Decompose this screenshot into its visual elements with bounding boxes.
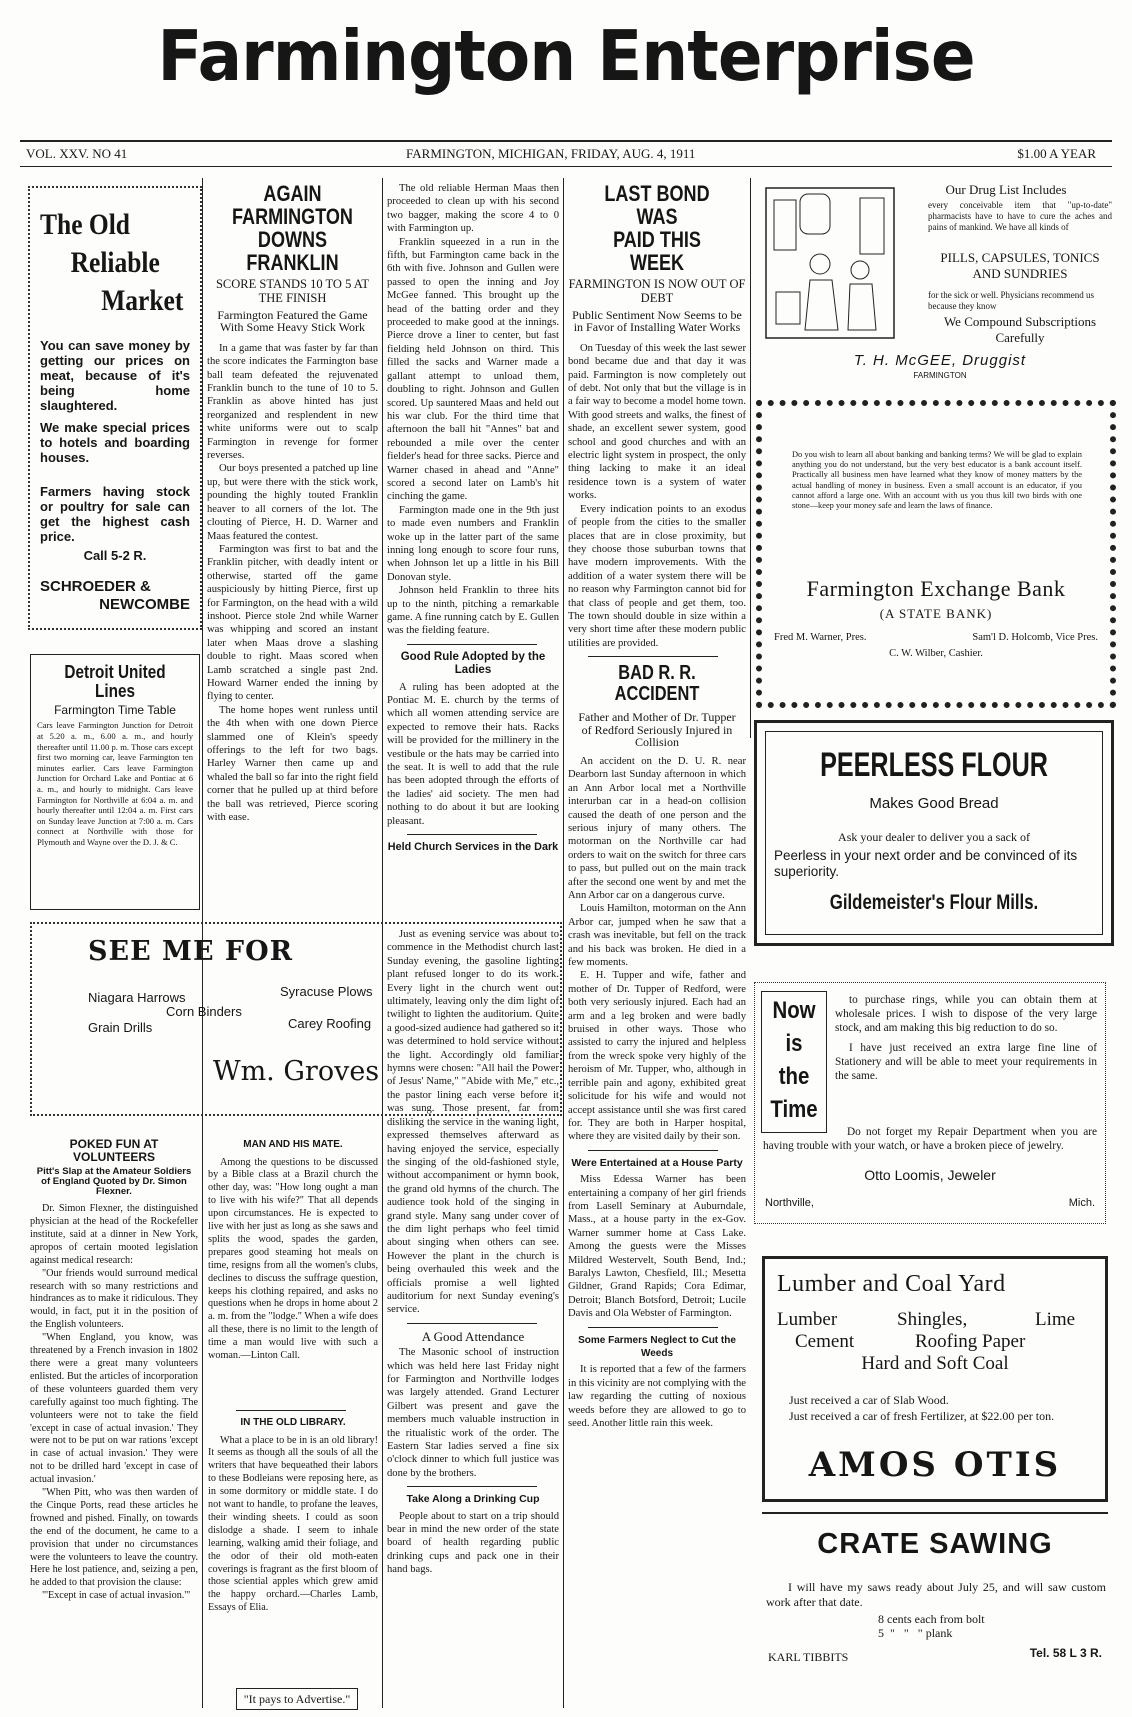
- is-word: is: [785, 1030, 803, 1057]
- groves-item-3: Corn Binders: [166, 1004, 242, 1019]
- article-old-library: [208, 1418, 378, 1680]
- dark-p1: Just as evening service was about to commence in the Methodist church last Sunday evening, the gasoline lighting plant refused longer to do its work. Every light in the church went out ultimately, leaving only the dim light of twilight to lighten the auditorium. Quite a good-sized audience had gathered so it was determined to hold service without the light. Accordingly old familiar hymns were chosen: "All hail the Power of Jesus' Name," "Abide with Me," etc., the pastor lining each verse before it was sung. Those present, far from disliking the service in the waning light, expressed themselves afterward as having enjoyed the service, especially the singing of the old-fashioned style, without accompaniment or hymn book, the grand old hymns of the church. The audience took hold of the singing in grand style. Many sang under cover of the dim light perhaps who feel timid about singing when others can see. However the plant in the church is being overhauled this week and the officials promise a well lighted auditorium for next Sunday evening's service.: [387, 929, 559, 1316]
- poked-p3: "When England, you know, was threatened by a French invasion in 1802 there were a great many volunteers enlisted. But the articles of incorporation of these volunteers guarded them very carefully against too much fighting. The volunteers were not to take the field 'except in case of actual invasion.' They were not to be put on war rations 'except in case of actual invasion.' They were not to be drilled hard 'except in case of actual invasion.': [30, 1332, 198, 1486]
- franklin-headline-2: DOWNS FRANKLIN: [246, 227, 339, 276]
- drug-compound: We Compound Subscriptions Carefully: [943, 314, 1097, 345]
- market-firm-2: NEWCOMBE: [99, 596, 190, 613]
- druggist-illustration-icon: [760, 180, 900, 350]
- article-bond: [568, 182, 746, 1710]
- drug-title: Our Drug List Includes: [945, 182, 1067, 197]
- lumber-item-4: Cement: [795, 1331, 855, 1352]
- cup-p1: People about to start on a trip should bear in mind the new order of the state board of health regarding public drinking cups and pack one in their hand bags.: [387, 1510, 559, 1576]
- divider: [236, 1410, 346, 1411]
- bond-p2: Every indication points to an exodus of people from the cities to the smaller places that are in close proximity, but they choose those suburban towns that have modern improvements. With the addition of a water system there will be no reason why Farmington cannot bid for that class of people and get them, too. The town should double in size within a very short time after these modern public utilities are provided.: [568, 503, 746, 649]
- bond-subhead-1: FARMINGTON IS NOW OUT OF DEBT: [568, 277, 746, 305]
- attendance-headline: A Good Attendance: [421, 1328, 525, 1344]
- crate-text: I will have my saws ready about July 25, and will saw custom work after that date.: [766, 1580, 1106, 1609]
- advertise-slogan-box: [236, 1688, 358, 1710]
- party-headline: Were Entertained at a House Party: [571, 1156, 743, 1169]
- maas-p3: Farmington made one in the 9th just to made even numbers and Franklin woke up in the latter part of the same inning long enough to score four runs, when Johnson let up a little in his Bill Donovan style.: [387, 504, 559, 583]
- market-ad: [28, 186, 202, 630]
- dul-title: Detroit United Lines: [64, 662, 166, 701]
- flour-title: PEERLESS FLOUR: [820, 746, 1048, 784]
- good-rule-p1: A ruling has been adopted at the Pontiac M. E. church by the terms of which all women attending service are expected to remove their hats. Racks will be provided for the millinery in the vestibule or the hats may be carried into the seat. It is well to add that the rule has been adopted through the efforts of the ladies' aid society. The men had nothing to do about it but are looking pleasant.: [387, 681, 559, 827]
- advertise-slogan: "It pays to Advertise.": [243, 1692, 351, 1706]
- dateline-rule: [20, 166, 1112, 167]
- poked-p4: "When Pitt, who was then warden of the Cinque Ports, read these articles he frowned and pished. Finally, on towards the end of the document, he came to a provision that under no circumstances were the volunteers to leave the country. Here he lost patience, and, seizing a pen, he added to that provision the clause:: [30, 1487, 198, 1589]
- crate-title: CRATE SAWING: [817, 1528, 1053, 1560]
- place-date: FARMINGTON, MICHIGAN, FRIDAY, AUG. 4, 1911: [406, 146, 696, 161]
- masthead-rule: [20, 140, 1112, 142]
- dark-headline: Held Church Services in the Dark: [387, 841, 559, 854]
- groves-item-2: Syracuse Plows: [280, 984, 373, 999]
- bond-headline-1: LAST BOND WAS: [604, 182, 710, 230]
- attendance-p1: The Masonic school of instruction which was held here last Friday night for Farmington and Northville lodges was largely attended. Grand Lecturer Gilbert was present and gave the members much valuable instruction in the ritualistic work of the order. The Eastern Star ladies served a fine six o'clock dinner to which full justice was done by the brothers.: [387, 1347, 559, 1479]
- franklin-p4: The home hopes went runless until the 4th when with one down Pierce slammed one of Klein's speedy offerings to the left for two bags. Harley Warner then came up and whaled the ball so far into the right field corner that he pulled up at third before the ball was retrieved, Pierce scoring with ease.: [207, 704, 378, 824]
- poked-p1: Dr. Simon Flexner, the distinguished physician at the head of the Rockefeller institute, said at a dinner in New York, apropos of certain mooted legislation against medical research:: [30, 1203, 198, 1266]
- market-phone: Call 5-2 R.: [83, 548, 147, 563]
- drug-text-1: every conceivable item that "up-to-date" pharmacists have to have to cure the aches and pains of mankind. We have all kinds of: [928, 200, 1112, 232]
- poked-subhead: Pitt's Slap at the Amateur Soldiers of England Quoted by Dr. Simon Flexner.: [36, 1166, 192, 1198]
- jeweler-name: Otto Loomis, Jeweler: [864, 1167, 996, 1183]
- lumber-item-3: Lime: [1035, 1309, 1076, 1330]
- party-p1: Miss Edessa Warner has been entertaining a company of her girl friends from Lasell Seminary at Auburndale, Mass., at a house party in the ex-Gov. Warner summer home at Cass Lake. Among the guests were the Misses Mildred Westervelt, South Bend, Ind.; Baralys Lawton, Chesfield, Ill.; Mesetta Gildner, Grand Rapids; Cora Edimar, Detroit; Blanch Botsford, Detroit; Lucile Davis and Ola Webster of Farmington.: [568, 1174, 746, 1320]
- groves-item-4: Grain Drills: [88, 1020, 153, 1035]
- jeweler-state: Mich.: [1068, 1197, 1095, 1209]
- maas-p1: The old reliable Herman Maas then proceeded to clean up with his second two bagger, making the score 4 to 0 with Farmington up.: [387, 183, 559, 235]
- good-rule-headline: Good Rule Adopted by the Ladies: [400, 650, 546, 677]
- market-title-1: The Old: [40, 208, 130, 241]
- accident-p3: E. H. Tupper and wife, father and mother of Dr. Tupper of Redford, were both very seriously injured. Each had an arm and a leg broken and were badly bruised in other ways. Those who assisted to carry the injured and helpless from the wreck spoke very highly of the heroism of Mr. Tupper, who, although in terrible pain and agony, exhibited great solicitude for his wife and would not accept assistance until she was first cared for. They are both in Harper hospital, where they are visited daily by their son.: [568, 970, 746, 1143]
- drug-text-2: for the sick or well. Physicians recommend us because they know: [928, 290, 1094, 311]
- bank-officer-2: Sam'l D. Holcomb, Vice Pres.: [972, 632, 1098, 643]
- jeweler-town: Northville,: [765, 1197, 814, 1209]
- market-text-1: You can save money by getting our prices on meat, because of it's being home slaughtered.: [40, 338, 190, 413]
- column-rule: [563, 178, 564, 1708]
- accident-p1: An accident on the D. U. R. near Dearborn last Sunday afternoon in which an Ann Arbor local met a Northville interurban car in a head-on collision caused the death of one person and the serious injury of many others. The motorman on the Northville car had orders to wait on the switch for three cars to pass, but pulled out on the main track after the second one went by and met the Ann Arbor car on a dangerous curve.: [568, 755, 746, 901]
- article-man-and-mate: [208, 1140, 378, 1410]
- lumber-text-1: Just received a car of Slab Wood.: [789, 1393, 949, 1407]
- bank-officer-1: Fred M. Warner, Pres.: [774, 632, 867, 643]
- weeds-p1: It is reported that a few of the farmers in this vicinity are not complying with the law regarding the cutting of noxious weeds before they are allowed to go to seed. Another little rain this week.: [568, 1364, 746, 1430]
- bank-ad: [756, 400, 1116, 708]
- poked-headline: POKED FUN AT VOLUNTEERS: [69, 1138, 159, 1164]
- market-text-3: Farmers having stock or poultry for sale can get the highest cash price.: [40, 484, 190, 544]
- library-headline: IN THE OLD LIBRARY.: [240, 1418, 346, 1428]
- dul-timetable: Cars leave Farmington Junction for Detroit at 5.20 a. m., 6.00 a. m., and hourly thereafter until 11.00 p. m. Those cars except first two morning car, leave Farmington ten minutes earlier. Cars leave Farmington Junction for Orchard Lake and Pontiac at 6 a. m., and hourly to midnight. Cars leave Farmington for Northville at 6:04 a. m. and hourly thereafter until 12:04 a. m. First cars on Sunday leave Junction at 7:00 a. m. Cars connect at Northville with those for Plymouth and Wayne over the D. J. & C.: [37, 720, 193, 847]
- bank-type: (A STATE BANK): [879, 606, 993, 621]
- bank-officer-3: C. W. Wilber, Cashier.: [889, 648, 983, 659]
- the-word: the: [778, 1063, 810, 1090]
- now-word: Now: [772, 997, 816, 1024]
- article-dark-body: [387, 928, 559, 1710]
- cup-headline: Take Along a Drinking Cup: [406, 1493, 540, 1506]
- article-franklin: [207, 182, 378, 908]
- flour-mill: Gildemeister's Flour Mills.: [829, 891, 1039, 914]
- maas-p2: Franklin squeezed in a run in the fifth, but Farmington came back in the 6th with five. Johnson and Gullen were passed to open the inning and Joy McGee fanned. This brought up the head of the batting order and they proceeded to make good at the innings. Pierce drove a liner to center, but fast fielding held Johnson on third. This filled the sacks and Warner made a gallant attempt to unload them, doubling to right. Johnson and Gullen scored. Up sauntered Maas and held out his war club. For the third time that afternoon the ball hit "Annes" bat and rebounded a mile over the center fielder's head for three sacks. Pierce and Warner chased in ahead and "Anne" scored a second later on Lamb's hit cinching the game.: [387, 236, 559, 503]
- man-headline: MAN AND HIS MATE.: [243, 1140, 343, 1150]
- lumber-owner: AMOS OTIS: [808, 1445, 1062, 1485]
- bank-name: Farmington Exchange Bank: [806, 576, 1066, 601]
- man-p1: Among the questions to be discussed by a Bible class at a Brazil church the other day, was: "How long ought a man to live with his wife?" That all depends upon circumstances. He is expected to live with her just as long as she saws and splits the wood, spades the garden, prepares good steaming hot meals on time, resigns from all the women's clubs, declines to discuss the suffrage question, keeps his clothing repaired, and asks no questions when he drops in home about 2 a. m. from the "lodge." When a wife does all these, there is no limit to the length of time a man would live with such a woman.—Linton Call.: [208, 1156, 378, 1362]
- masthead-title: Farmington Enterprise: [157, 16, 975, 97]
- franklin-headline-1: AGAIN FARMINGTON: [232, 182, 353, 230]
- detroit-united-lines-ad: [30, 654, 200, 910]
- accident-subhead: Father and Mother of Dr. Tupper of Redford Seriously Injured in Collision: [578, 710, 736, 750]
- maas-p4: Johnson held Franklin to three hits up to the ninth, pitching a remarkable game. A fine running catch by E. Gullen was the fielding feature.: [387, 585, 559, 637]
- poked-p2: "Our friends would surround medical research with so many restrictions and hindrances as to make it ridiculous. They would, in fact, put it in the position of the English volunteers.: [30, 1267, 198, 1331]
- lumber-coal-ad: [762, 1256, 1108, 1502]
- accident-headline: BAD R. R. ACCIDENT: [614, 662, 700, 706]
- lumber-title: Lumber and Coal Yard: [777, 1271, 1006, 1297]
- bond-subhead-2: Public Sentiment Now Seems to be in Favor of Installing Water Works: [572, 307, 742, 335]
- peerless-flour-ad: [754, 720, 1114, 946]
- flour-text-2: Peerless in your next order and be convinced of its superiority.: [774, 848, 1078, 879]
- drug-items: PILLS, CAPSULES, TONICS AND SUNDRIES: [940, 250, 1100, 281]
- market-title-2: Reliable: [70, 246, 160, 279]
- jeweler-text-3: Do not forget my Repair Department when you are having trouble with your watch, or have a broken piece of jewelry.: [763, 1126, 1097, 1152]
- article-poked-fun: [30, 1138, 198, 1703]
- franklin-subhead-1: SCORE STANDS 10 TO 5 AT THE FINISH: [215, 277, 370, 305]
- drug-ad: [760, 180, 1112, 395]
- volume-number: VOL. XXV. NO 41: [26, 146, 128, 161]
- weeds-headline: Some Farmers Neglect to Cut the Weeds: [578, 1334, 736, 1359]
- franklin-p2: Our boys presented a patched up line up, but were there with the stick work, pounding the highly touted Franklin heaver to all corners of the lot. The clouting of Pierce, H. D. Warner and Maas featured the contest.: [207, 463, 378, 542]
- groves-title: SEE ME FOR: [88, 936, 294, 967]
- column-rule: [750, 178, 751, 738]
- franklin-p3: Farmington was first to bat and the Franklin pitcher, with deadly intent or otherwise, started off the game auspiciously by hitting Pierce, first up for Farmington, on the head with a wild inshoot. Pierce stole 2nd while Warner was whipping and scored an instant later when Maas drove a slashing double to right. Maas scored when Lamb scratched a single past 2nd. Howard Warner ended the inning by flying to center.: [207, 543, 378, 703]
- crate-telephone: Tel. 58 L 3 R.: [1029, 1646, 1102, 1660]
- jeweler-text-2: I have just received an extra large fine line of Stationery and will be able to meet your requirements in the same.: [835, 1042, 1097, 1082]
- crate-owner: KARL TIBBITS: [768, 1650, 849, 1664]
- lumber-text-2: Just received a car of fresh Fertilizer, at $22.00 per ton.: [789, 1409, 1055, 1423]
- lumber-item-6: Hard and Soft Coal: [861, 1353, 1009, 1374]
- subscription-price: $1.00 A YEAR: [1017, 146, 1096, 161]
- article-maas: [387, 182, 559, 912]
- franklin-subhead-2: Farmington Featured the Game With Some Heavy Stick Work: [217, 307, 368, 335]
- jeweler-text-1: to purchase rings, while you can obtain them at wholesale prices. I wish to dispose of the very large stock, and am making this big reduction to do so.: [835, 994, 1097, 1034]
- groves-item-5: Carey Roofing: [288, 1016, 372, 1031]
- market-firm-1: SCHROEDER &: [40, 578, 151, 595]
- lumber-item-5: Roofing Paper: [915, 1331, 1026, 1352]
- flour-subtitle: Makes Good Bread: [869, 795, 999, 812]
- market-title-3: Market: [101, 284, 184, 317]
- dateline: [26, 146, 1096, 166]
- crate-sawing-ad: [762, 1520, 1108, 1710]
- groves-item-1: Niagara Harrows: [88, 990, 186, 1005]
- jeweler-ad: [754, 982, 1106, 1224]
- library-p1: What a place to be in is an old library! It seems as though all the souls of all the writers that have bequeathed their labors to these Bodleians were reposing here, as in some dormitory or middle state. I do not want to handle, to profane the leaves, their winding sheets. I could as soon dislodge a shade. I seem to inhale learning, walking amid their foliage, and the odor of their old moth-eaten coverings is fragrant as the first bloom of those sciential apples which grew amid the happy orchard.—Charles Lamb, Essays of Elia.: [208, 1434, 378, 1614]
- poked-p5: "'Except in case of actual invasion.'": [42, 1590, 191, 1602]
- druggist-town: FARMINGTON: [913, 371, 967, 380]
- groves-name: Wm. Groves: [212, 1056, 380, 1087]
- market-text-2: We make special prices to hotels and boarding houses.: [40, 420, 190, 465]
- bank-text: Do you wish to learn all about banking and banking terms? We will be glad to explain anything you do not understand, but the very best educator is a bank account itself. Practically all business men have learned what they know of money matters by the actual handling of money in business. Even a small account is an educator, if you cannot afford a large one. With an account with us you thus kill two birds with one stone—keep your money safe and learn the laws of finance.: [792, 450, 1082, 511]
- flour-text-1: Ask your dealer to deliver you a sack of: [838, 830, 1030, 844]
- time-word: Time: [770, 1096, 818, 1123]
- bond-p1: On Tuesday of this week the last sewer bond became due and that day it was paid. Farmington is now completely out of debt. Not only that but the village is in a fair way to become a model home town. With good streets and walks, the finest of shade, an excellent sewer system, good school and good churches and with an electric light system in prospect, the only thing lacking to make it an ideal residence town is a system of water works.: [568, 342, 746, 502]
- accident-p2: Louis Hamilton, motorman on the Ann Arbor car, jumped when he saw that a crash was inevitable, but fell on the track and his back was broken. He died in a few moments.: [568, 903, 746, 969]
- crate-price-2: 5 " " " plank: [878, 1626, 953, 1640]
- lumber-item-2: Shingles,: [897, 1309, 968, 1330]
- lumber-item-1: Lumber: [777, 1309, 838, 1330]
- druggist-name: T. H. McGEE, Druggist: [853, 352, 1027, 369]
- dul-subtitle: Farmington Time Table: [54, 702, 176, 717]
- franklin-p1: In a game that was faster by far than the score indicates the Farmington base ball team defeated the rejuvenated Franklin bunch to the tune of 10 to 5. Franklin as above hinted has just reorganized and resplendent in new white uniforms were out to scalp Farmington in revenge for former reverses.: [207, 342, 378, 462]
- bond-headline-2: PAID THIS WEEK: [613, 227, 701, 276]
- crate-price-1: 8 cents each from bolt: [878, 1612, 985, 1626]
